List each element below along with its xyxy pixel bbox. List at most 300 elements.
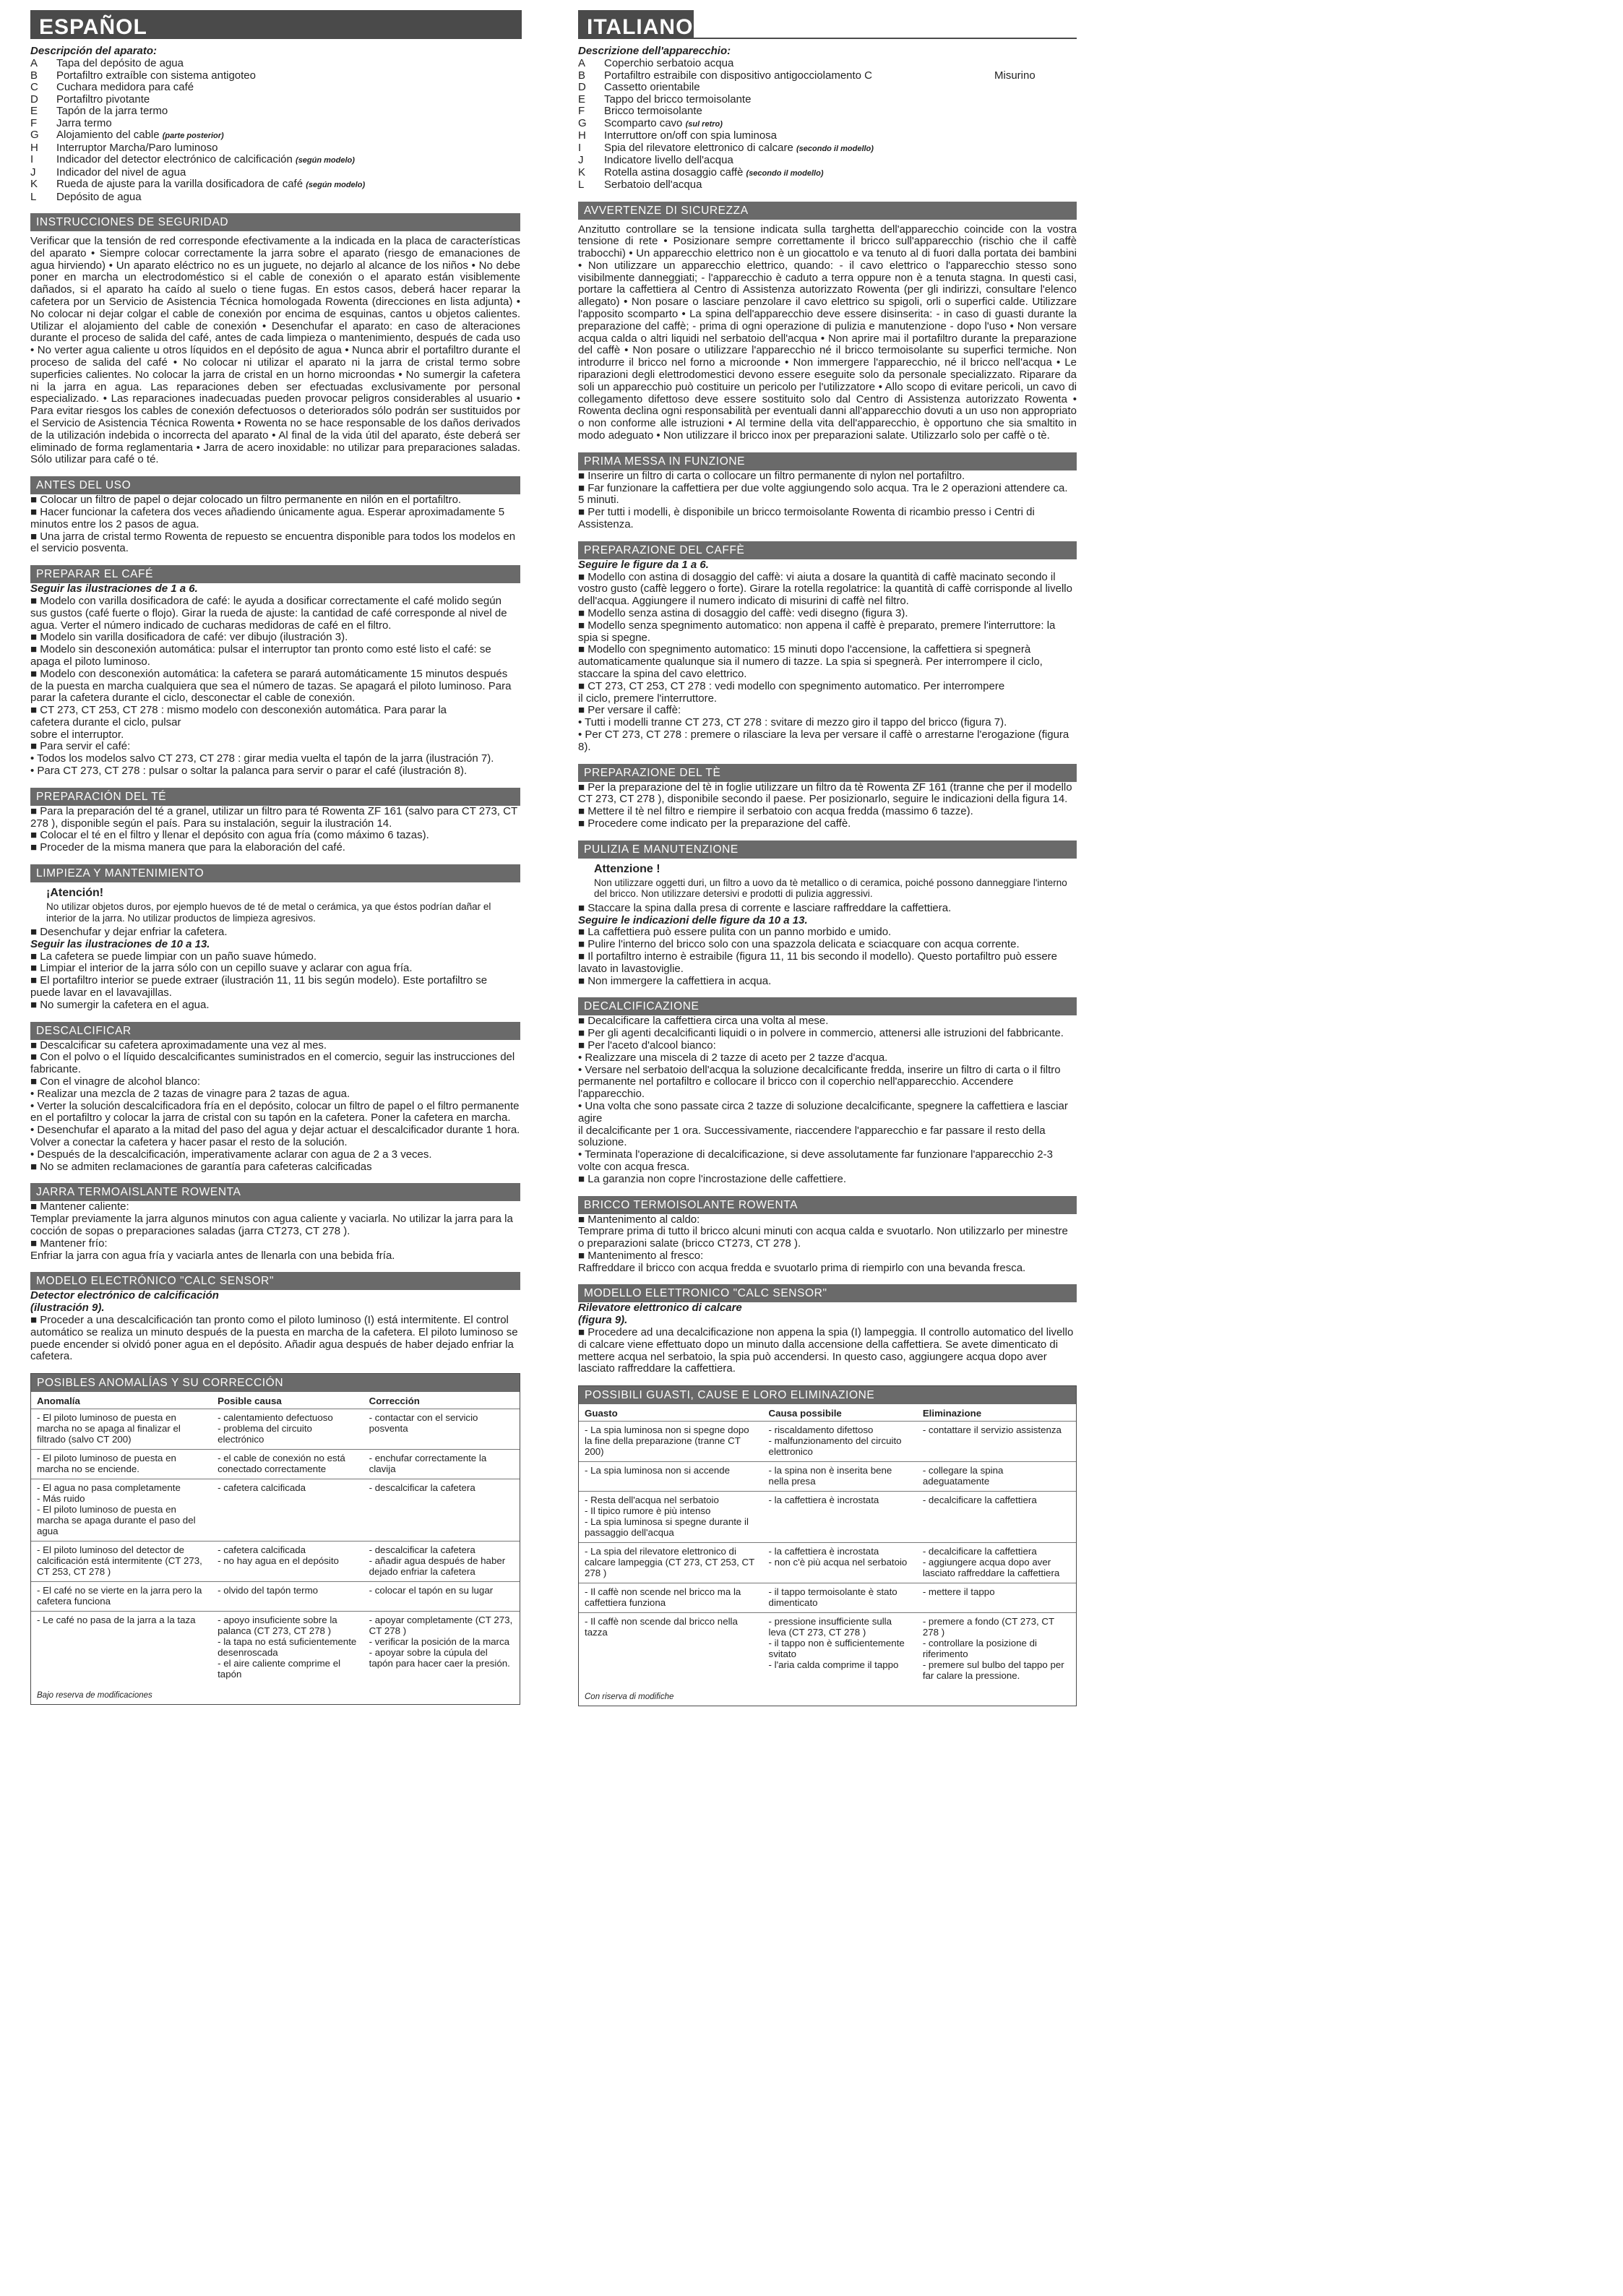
part-letter: A xyxy=(578,57,586,69)
cell-line: - el cable de conexión no está conectado correctamente xyxy=(218,1453,345,1475)
part-note: (según modelo) xyxy=(306,181,366,189)
before-use-line: ■ Hacer funcionar la cafetera dos veces añadiendo únicamente agua. Esperar aproximadamente 5 minutos entre los 2 pasos de agua. xyxy=(30,505,505,530)
safety-section-header: AVVERTENZE DI SICUREZZA xyxy=(578,202,1077,220)
cell-line: - il tappo non è sufficientemente svitato xyxy=(768,1638,905,1660)
safety-text: Anzitutto controllare se la tensione indicata sulla targhetta dell'apparecchio coincide con la vostra tensione di rete • Posizionare sempre correttamente il bricco sull'apparecchio (rischio che il caffè trabocchi) • Un apparecchio elettrico non è un giocattolo e va tenuto al di fuori dalla portata dei bambini • Non utilizzare un apparecchio elettrico, quando: - il cavo elettrico o l'apparecchio stesso sono visibilmente danneggiati; - l'apparecchio è caduto a terra oppure non è a tenuta stagna. In questi casi, portare la caffettiera al Centro di Assistenza autorizzato Rowenta (per gli indirizzi, consultare l'elenco allegato) • Non posare o lasciare penzolare il cavo elettrico su spigoli, orli o superfici calde. Utilizzare l'apposito scomparto • La spina dell'apparecchio deve essere disinserita: - in caso di guasti durante la preparazione del caffè; - prima di ogni operazione di pulizia e manutenzione - dopo l'uso • Non versare acqua calda o altri liquidi nel serbatoio dell'acqua • Non aprire mai il portafiltro durante la preparazione del caffè • Non posare o utilizzare l'apparecchio né il bricco termoisolante su superfici termiche. Non introdurre il bricco nel forno a microonde • Non immergere l'apparecchio, né il bricco nell'acqua • Le riparazioni degli elettrodomestici devono essere eseguite solo da personale specializzato. Riparare da soli un apparecchio può costituire un pericolo per l'utilizzatore • Allo scopo di evitare pericoli, un cavo di collegamento difettoso deve essere sostituito solo dal Centro di Assistenza autorizzato Rowenta • Rowenta declina ogni responsabilità per eventuali danni all'apparecchio dovuti a un uso non appropriato o non conforme alle istruzioni • Al termine della vita dell'apparecchio, è opportuno che sia smaltito in modo adeguato • Non utilizzare il bricco inox per preparazioni salate. Utilizzarlo solo per caffè o tè. xyxy=(578,223,1077,442)
part-note: (sul retro) xyxy=(685,119,723,129)
calc-sensor-section-header: MODELLO ELETTRONICO "CALC SENSOR" xyxy=(578,1284,1077,1302)
troubleshooting-cell xyxy=(363,1409,520,1450)
part-text: Tapa del depósito de agua xyxy=(56,57,184,69)
part-text: Cuchara medidora para café xyxy=(56,81,194,93)
calc-sensor-line: (ilustración 9). xyxy=(30,1302,105,1315)
cleaning-line: Seguir las ilustraciones de 10 a 13. xyxy=(30,937,210,950)
part-text: Interruttore on/off con spia luminosa xyxy=(604,129,778,142)
parts-list xyxy=(578,58,1077,192)
troubleshooting-cell xyxy=(363,1542,520,1582)
thermo-jug-line: ■ Mantener frío: xyxy=(30,1237,108,1250)
tea-line: ■ Colocar el té en el filtro y llenar el depósito con agua fría (como máximo 6 tazas). xyxy=(30,829,429,842)
cell-line: - Más ruido xyxy=(37,1493,85,1505)
cell-line: - El piloto luminoso de puesta en marcha no se apaga al finalizar el filtrado (salvo CT 200) xyxy=(37,1412,181,1445)
attention-title: ¡Atención! xyxy=(46,887,104,900)
part-letter: E xyxy=(30,105,38,117)
before-use-line: ■ Far funzionare la caffettiera per due volte aggiungendo solo acqua. Tra le 2 operazioni attendere ca. 5 minuti. xyxy=(578,481,1068,507)
troubleshooting-cell xyxy=(363,1450,520,1479)
tea-line: ■ Procedere come indicato per la preparazione del caffè. xyxy=(578,817,851,830)
cell-line: - decalcificare la caffettiera xyxy=(922,1495,1037,1506)
modifications-note: Bajo reserva de modificaciones xyxy=(37,1691,152,1700)
cell-line: - no hay agua en el depósito xyxy=(218,1555,339,1567)
before-use-line: ■ Colocar un filtro de papel o dejar colocado un filtro permanente en nilón en el portafiltro. xyxy=(30,494,462,507)
cell-line: - Resta dell'acqua nel serbatoio xyxy=(585,1495,719,1506)
part-letter: J xyxy=(578,154,584,166)
attention-text: Non utilizzare oggetti duri, un filtro a uovo da tè metallico o di ceramica, poiché possono danneggiare l'interno del bricco. Non utilizzare detersivi e prodotti di pulizia aggressivi. xyxy=(594,877,1067,900)
attention-text: No utilizar objetos duros, por ejemplo huevos de té de metal o cerámica, ya que éstos podrían dañar el interior de la jarra. No utilizar productos de limpieza agresivos. xyxy=(46,901,491,924)
cell-line: - riscaldamento difettoso xyxy=(768,1424,874,1436)
descale-line: ■ No se admiten reclamaciones de garantía para cafeteras calcificadas xyxy=(30,1160,372,1173)
descale-line: ■ Con el vinagre de alcohol blanco: xyxy=(30,1075,201,1088)
thermo-jug-line: ■ Mantener caliente: xyxy=(30,1200,129,1213)
part-letter: F xyxy=(578,105,585,117)
attention-box xyxy=(30,882,520,926)
cell-line: - Il tipico rumore è più intenso xyxy=(585,1505,711,1517)
troubleshooting-cell xyxy=(31,1479,212,1542)
troubleshooting-head-row xyxy=(31,1392,520,1409)
prepare-coffee-line: ■ Modelo sin desconexión automática: pulsar el interruptor tan pronto como esté listo el café: se apaga el piloto luminoso. xyxy=(30,643,491,668)
cell-line: - verificar la posición de la marca xyxy=(369,1636,510,1648)
thermo-jug-section-header: BRICCO TERMOISOLANTE ROWENTA xyxy=(578,1196,1077,1214)
prepare-intro: Seguire le figure da 1 a 6. xyxy=(578,558,709,571)
prepare-coffee-section-header: PREPARAZIONE DEL CAFFÈ xyxy=(578,541,1077,559)
troubleshooting-cell xyxy=(579,1462,763,1492)
prepare-coffee-line: ■ Modello con spegnimento automatico: 15 minuti dopo l'accensione, la caffettiera si spegnerà automaticamente qualunque sia il numero di tazze. La spia si spegnerà. Per interrompere il ciclo, staccare la spina del cavo elettrico. xyxy=(578,643,1043,680)
descale-line: • Versare nel serbatoio dell'acqua la soluzione decalcificante fredda, inserire un filtro di carta o il filtro permanente nel portafiltro e collocare il bricco con il coperchio nell'apparecchio. Accendere l'apparecchio. xyxy=(578,1063,1061,1101)
cleaning-section-header: PULIZIA E MANUTENZIONE xyxy=(578,840,1077,859)
part-letter: C xyxy=(30,81,38,93)
part-item xyxy=(578,70,1077,82)
cell-line: - El piloto luminoso del detector de calcificación está intermitente (CT 273, CT 253, CT 278 ) xyxy=(37,1544,202,1578)
troubleshooting-cell xyxy=(31,1450,212,1479)
before-use-line: ■ Una jarra de cristal termo Rowenta de repuesto se encuentra disponible para todos los modelos en el servicio posventa. xyxy=(30,530,516,555)
cell-line: - La spia luminosa non si accende xyxy=(585,1465,731,1476)
part-text: Depósito de agua xyxy=(56,190,142,203)
troubleshooting-cell xyxy=(579,1583,763,1613)
part-item xyxy=(30,167,520,179)
thermo-jug-section-header: JARRA TERMOAISLANTE ROWENTA xyxy=(30,1183,520,1201)
part-item xyxy=(30,129,520,142)
before-use-line: ■ Inserire un filtro di carta o collocare un filtro permanente di nylon nel portafiltro. xyxy=(578,469,965,482)
part-item xyxy=(30,82,520,94)
part-item xyxy=(578,82,1077,94)
column-header: Causa possibile xyxy=(768,1408,842,1419)
prepare-coffee-line: cafetera durante el ciclo, pulsar xyxy=(30,715,181,728)
part-text: Scomparto cavo xyxy=(604,116,683,129)
cleaning-line: ■ Non immergere la caffettiera in acqua. xyxy=(578,974,772,987)
part-letter: H xyxy=(30,141,38,154)
descale-section-header: DESCALCIFICAR xyxy=(30,1022,520,1040)
part-text: Tapón de la jarra termo xyxy=(56,105,168,117)
descale-line: • Una volta che sono passate circa 2 tazze di soluzione decalcificante, spegnere la caffettiera e lasciar agire xyxy=(578,1099,1068,1125)
cell-line: - El piloto luminoso de puesta en marcha se apaga durante el paso del agua xyxy=(37,1504,196,1537)
part-letter: K xyxy=(578,165,586,179)
troubleshooting-header: POSSIBILI GUASTI, CAUSE E LORO ELIMINAZIONE xyxy=(579,1386,1076,1404)
descale-line: il decalcificante per 1 ora. Successivamente, riaccendere l'apparecchio e far passare il resto della soluzione. xyxy=(578,1124,1046,1149)
part-item xyxy=(30,106,520,118)
part-letter: L xyxy=(30,190,37,203)
troubleshooting-cell xyxy=(579,1543,763,1583)
descale-line: • Después de la descalcificación, imperativamente aclarar con agua de 2 a 3 veces. xyxy=(30,1148,432,1161)
cell-line: - decalcificare la caffettiera xyxy=(922,1546,1037,1557)
prepare-coffee-line: • Tutti i modelli tranne CT 273, CT 278 : svitare di mezzo giro il tappo del bricco (figura 7). xyxy=(578,716,1007,729)
descale-line: • Realizzare una miscela di 2 tazze di aceto per 2 tazze d'acqua. xyxy=(578,1051,888,1064)
prepare-coffee-line: ■ Modelo con varilla dosificadora de café: le ayuda a dosificar correctamente el café molido según sus gustos (café fuerte o flojo). Girar la rueda de ajuste: la cantidad de café corresponde al nivel de agua. Verter el número indicado de cucharas medidoras de café en el filtro. xyxy=(30,594,507,632)
troubleshooting-table xyxy=(578,1385,1077,1706)
calc-sensor-line: Rilevatore elettronico di calcare xyxy=(578,1302,742,1315)
cell-line: - il tappo termoisolante è stato dimenticato xyxy=(768,1586,897,1609)
part-letter: G xyxy=(578,116,587,129)
cell-line: - La spia luminosa si spegne durante il passaggio dell'acqua xyxy=(585,1516,749,1539)
troubleshooting-cell xyxy=(917,1613,1076,1686)
part-text: Bricco termoisolante xyxy=(604,105,702,117)
part-letter: B xyxy=(578,69,586,82)
cleaning-line: ■ Il portafiltro interno è estraibile (figura 11, 11 bis secondo il modello). Questo portafiltro può essere lavato in lavastoviglie. xyxy=(578,950,1058,975)
cell-line: - la spina non è inserita bene nella presa xyxy=(768,1465,892,1487)
calc-sensor-line: ■ Proceder a una descalcificación tan pronto como el piloto luminoso (I) está intermitente. El control automático se realiza un minuto después de la puesta en marcha de la cafetera. El piloto luminoso se puede encender si olvidó poner agua en el depósito. Añadir agua después de haber dejado enfriar la cafetera. xyxy=(30,1313,518,1363)
part-item xyxy=(578,106,1077,118)
descale-section-header: DECALCIFICAZIONE xyxy=(578,997,1077,1015)
part-item xyxy=(578,167,1077,180)
description-title: Descrizione dell'apparecchio: xyxy=(578,45,731,57)
troubleshooting-grid xyxy=(31,1392,520,1684)
description-title: Descripción del aparato: xyxy=(30,45,158,57)
troubleshooting-row xyxy=(579,1422,1076,1462)
descale-line: ■ La garanzia non copre l'incrostazione delle caffettiere. xyxy=(578,1172,847,1185)
troubleshooting-cell xyxy=(763,1422,917,1462)
cleaning-line: ■ No sumergir la cafetera en el agua. xyxy=(30,998,210,1011)
calc-sensor-line: (figura 9). xyxy=(578,1314,628,1327)
descale-line: • Verter la solución descalcificadora fría en el depósito, colocar un filtro de papel o el filtro permanente en el portafiltro y colocar la jarra de cristal con su tapón en la cafetera. Poner la cafetera en marcha. xyxy=(30,1099,520,1125)
troubleshooting-cell xyxy=(363,1479,520,1542)
troubleshooting-cell xyxy=(31,1542,212,1582)
part-item xyxy=(578,130,1077,142)
tea-section-header: PREPARACIÓN DEL TÉ xyxy=(30,788,520,806)
parts-list xyxy=(30,58,520,203)
tea-line: ■ Para la preparación del té a granel, utilizar un filtro para té Rowenta ZF 161 (salvo para CT 273, CT 278 ), disponible según el país. Para su instalación, seguir la ilustración 14. xyxy=(30,804,517,830)
cell-line: - apoyo insuficiente sobre la palanca (CT 273, CT 278 ) xyxy=(218,1614,337,1637)
prepare-coffee-line: ■ CT 273, CT 253, CT 278 : vedi modello con spegnimento automatico. Per interrompere xyxy=(578,679,1005,692)
troubleshooting-header: POSIBLES ANOMALÍAS Y SU CORRECCIÓN xyxy=(31,1374,520,1392)
troubleshooting-row xyxy=(579,1613,1076,1686)
cell-line: - calentamiento defectuoso xyxy=(218,1412,333,1424)
troubleshooting-cell xyxy=(31,1582,212,1612)
cell-line: - contattare il servizio assistenza xyxy=(922,1424,1062,1436)
part-text: Coperchio serbatoio acqua xyxy=(604,57,734,69)
troubleshooting-row xyxy=(579,1492,1076,1543)
part-item xyxy=(30,58,520,70)
part-letter: D xyxy=(578,81,586,93)
cell-line: - premere a fondo (CT 273, CT 278 ) xyxy=(922,1616,1054,1638)
cleaning-line: ■ Pulire l'interno del bricco solo con una spazzola delicata e sciacquare con acqua corrente. xyxy=(578,938,1020,951)
column-header: Posible causa xyxy=(218,1396,282,1407)
part-extra: Misurino xyxy=(994,69,1036,82)
cleaning-section-header: LIMPIEZA Y MANTENIMIENTO xyxy=(30,864,520,882)
troubleshooting-cell xyxy=(917,1422,1076,1462)
troubleshooting-cell xyxy=(363,1582,520,1612)
part-text: Jarra termo xyxy=(56,116,112,129)
tea-line: ■ Proceder de la misma manera que para la elaboración del café. xyxy=(30,841,345,854)
cell-line: - collegare la spina adeguatamente xyxy=(922,1465,1004,1487)
troubleshooting-cell xyxy=(212,1479,363,1542)
troubleshooting-grid xyxy=(579,1404,1076,1685)
part-letter: B xyxy=(30,69,38,82)
troubleshooting-cell xyxy=(763,1492,917,1543)
prepare-coffee-line: sobre el interruptor. xyxy=(30,728,124,741)
part-item xyxy=(30,142,520,155)
part-item xyxy=(30,154,520,167)
troubleshooting-cell xyxy=(917,1492,1076,1543)
prepare-coffee-line: ■ CT 273, CT 253, CT 278 : mismo modelo con desconexión automática. Para parar la xyxy=(30,704,447,717)
calc-sensor-section-header: MODELO ELECTRÓNICO "CALC SENSOR" xyxy=(30,1272,520,1290)
tea-section-header: PREPARAZIONE DEL TÈ xyxy=(578,764,1077,782)
language-header: ESPAÑOL xyxy=(30,10,522,39)
part-item xyxy=(578,94,1077,106)
troubleshooting-cell xyxy=(763,1613,917,1686)
part-item xyxy=(30,70,520,82)
part-letter: H xyxy=(578,129,586,142)
part-letter: I xyxy=(578,141,582,154)
cell-line: - colocar el tapón en su lugar xyxy=(369,1585,494,1596)
descale-line: • Realizar una mezcla de 2 tazas de vinagre para 2 tazas de agua. xyxy=(30,1087,350,1100)
modifications-note: Con riserva di modifiche xyxy=(585,1693,674,1702)
cell-line: - controllare la posizione di riferimento xyxy=(922,1638,1037,1660)
attention-box xyxy=(578,859,1077,903)
cell-line: - olvido del tapón termo xyxy=(218,1585,319,1596)
descale-line: ■ Decalcificare la caffettiera circa una volta al mese. xyxy=(578,1015,829,1028)
attention-title: Attenzione ! xyxy=(594,862,660,875)
part-text: Indicatore livello dell'acqua xyxy=(604,154,733,166)
part-letter: A xyxy=(30,57,38,69)
tea-line: ■ Mettere il tè nel filtro e riempire il serbatoio con acqua fredda (massimo 6 tazze). xyxy=(578,805,973,818)
part-text: Portafiltro estraibile con dispositivo antigocciolamento C xyxy=(604,69,873,82)
descale-line: ■ Per l'aceto d'alcool bianco: xyxy=(578,1039,716,1052)
thermo-jug-line: Enfriar la jarra con agua fría y vaciarla antes de llenarla con una bebida fría. xyxy=(30,1249,395,1262)
troubleshooting-cell xyxy=(212,1542,363,1582)
cell-line: - problema del circuito electrónico xyxy=(218,1423,312,1445)
part-letter: F xyxy=(30,116,38,129)
prepare-coffee-line: ■ Modello con astina di dosaggio del caffè: vi aiuta a dosare la quantità di caffè macinato secondo il vostro gusto (caffè leggero o forte). Girare la rotella regolatrice: la quantità di caffè corrisponde al livello dell'acqua. Aggiungere il numero indicato di misurini di caffè nel filtro. xyxy=(578,570,1072,608)
troubleshooting-cell xyxy=(917,1462,1076,1492)
prepare-coffee-line: • Per CT 273, CT 278 : premere o rilasciare la leva per versare il caffè o arrestarne l'erogazione (figura 8). xyxy=(578,728,1069,753)
part-letter: K xyxy=(30,178,38,190)
troubleshooting-cell xyxy=(917,1583,1076,1613)
cleaning-line: Seguire le indicazioni delle figure da 10 a 13. xyxy=(578,913,808,926)
part-letter: E xyxy=(578,93,586,106)
cell-line: - la tapa no está suficientemente desenroscada xyxy=(218,1636,357,1659)
cell-line: - Il caffè non scende dal bricco nella tazza xyxy=(585,1616,738,1638)
tea-line: ■ Per la preparazione del tè in foglie utilizzare un filtro da tè Rowenta ZF 161 (tranne che per il modello CT 273, CT 278 ), disponibile secondo il paese. Per posizionarlo, seguire le indicazioni della figura 14. xyxy=(578,781,1072,806)
cell-line: - la caffettiera è incrostata xyxy=(768,1546,879,1557)
cleaning-line: ■ Limpiar el interior de la jarra sólo con un cepillo suave y aclarar con agua fría. xyxy=(30,962,413,975)
part-letter: G xyxy=(30,129,39,141)
part-item xyxy=(30,94,520,106)
troubleshooting-cell xyxy=(579,1613,763,1686)
descale-line: ■ Descalcificar su cafetera aproximadamente una vez al mes. xyxy=(30,1039,327,1052)
column-header: Eliminazione xyxy=(922,1408,982,1419)
cell-line: - La spia del rilevatore elettronico di calcare lampeggia (CT 273, CT 253, CT 278 ) xyxy=(585,1546,755,1579)
troubleshooting-cell xyxy=(579,1422,763,1462)
part-item xyxy=(578,118,1077,131)
language-header: ITALIANO xyxy=(578,10,694,39)
part-text: Rueda de ajuste para la varilla dosificadora de café xyxy=(56,178,303,190)
part-note: (secondo il modello) xyxy=(746,168,824,178)
descale-line: • Desenchufar el aparato a la mitad del paso del agua y dejar actuar el descalcificador durante 1 hora. Volver a conectar la cafetera y hacer pasar el resto de la solución. xyxy=(30,1124,520,1149)
cleaning-line: ■ Staccare la spina dalla presa di corrente e lasciare raffreddare la caffettiera. xyxy=(578,901,952,914)
cell-line: - Il caffè non scende nel bricco ma la caffettiera funziona xyxy=(585,1586,741,1609)
part-text: Portafiltro extraíble con sistema antigoteo xyxy=(56,69,256,82)
part-text: Tappo del bricco termoisolante xyxy=(604,93,752,106)
cleaning-line: ■ Desenchufar y dejar enfriar la cafetera. xyxy=(30,926,228,939)
cell-line: - El café no se vierte en la jarra pero la cafetera funciona xyxy=(37,1585,202,1607)
cell-line: - descalcificar la cafetera xyxy=(369,1544,475,1556)
column-header: Anomalía xyxy=(37,1396,80,1407)
troubleshooting-cell xyxy=(212,1450,363,1479)
part-text: Indicador del nivel de agua xyxy=(56,165,186,179)
troubleshooting-row xyxy=(31,1409,520,1450)
part-letter: J xyxy=(30,165,36,179)
cell-line: - Le café no pasa de la jarra a la taza xyxy=(37,1614,196,1626)
troubleshooting-table xyxy=(30,1373,520,1705)
italian-column xyxy=(578,10,1077,1706)
cell-line: - La spia luminosa non si spegne dopo la fine della preparazione (tranne CT 200) xyxy=(585,1424,749,1458)
part-note: (parte posterior) xyxy=(162,132,224,140)
thermo-jug-line: ■ Mantenimento al fresco: xyxy=(578,1249,704,1262)
spanish-column xyxy=(30,10,520,1705)
part-text: Alojamiento del cable xyxy=(56,129,160,141)
part-item xyxy=(578,155,1077,167)
safety-text: Verificar que la tensión de red corresponde efectivamente a la indicada en la placa de características del aparato • Siempre colocar correctamente la jarra sobre el aparato (riesgo de emanaciones de agua hirviendo) • Un aparato eléctrico no es un juguete, no dejarlo al alcance de los niños • No debe poner en marcha un electrodoméstico si el cable de conexión o el aparato están visiblemente dañados, si el aparato ha caído al suelo o tiene fugas. En estos casos, deberá hacer reparar la cafetera por un Servicio de Asistencia Técnica homologada Rowenta (direcciones en lista adjunta) • No colocar ni dejar colgar el cable de conexión por encima de esquinas, cantos u objetos calientes. Utilizar el alojamiento del cable de conexión • Desenchufar el aparato: en caso de alteraciones durante el proceso de salida del café, antes de cada limpieza o mantenimiento, después de cada uso • No verter agua caliente u otros líquidos en el depósito de agua • Nunca abrir el portafiltro durante el proceso de salida del café • No colocar ni utilizar el aparato ni la jarra de cristal termo sobre superficies calientes. No colocar la jarra de cristal en un horno microondas • No sumergir la cafetera ni la jarra en agua. Las reparaciones deben ser efectuadas exclusivamente por personal especializado. • Las reparaciones inadecuadas pueden provocar peligros considerables al usuario • Para evitar riesgos los cables de conexión defectuosos o deteriorados sólo podrán ser sustituidos por el Servicio de Asistencia Técnica Rowenta • Rowenta no se hace responsable de los daños derivados de la utilización indebida o incorrecta del aparato • Al final de la vida útil del aparato, éste deberá ser eliminado de forma reglamentaria • Jarra de acero inoxidable: no utilizar para preparaciones saladas. Sólo utilizar para café o té. xyxy=(30,235,520,466)
part-letter: D xyxy=(30,93,38,106)
troubleshooting-row xyxy=(31,1450,520,1479)
descale-line: ■ Per gli agenti decalcificanti liquidi o in polvere in commercio, attenersi alle istruzioni del fabbricante. xyxy=(578,1027,1064,1040)
before-use-section-header: PRIMA MESSA IN FUNZIONE xyxy=(578,452,1077,470)
part-note: (secondo il modello) xyxy=(796,144,874,153)
part-item xyxy=(578,179,1077,192)
cell-line: - apoyar completamente (CT 273, CT 278 ) xyxy=(369,1614,513,1637)
troubleshooting-row xyxy=(31,1542,520,1582)
cleaning-line: ■ La caffettiera può essere pulita con un panno morbido e umido. xyxy=(578,926,892,939)
prepare-coffee-section-header: PREPARAR EL CAFÉ xyxy=(30,565,520,583)
cell-line: - pressione insufficiente sulla leva (CT 273, CT 278 ) xyxy=(768,1616,892,1638)
troubleshooting-cell xyxy=(763,1583,917,1613)
cell-line: - malfunzionamento del circuito elettronico xyxy=(768,1435,902,1458)
cell-line: - El piloto luminoso de puesta en marcha no se enciende. xyxy=(37,1453,176,1475)
part-text: Rotella astina dosaggio caffè xyxy=(604,165,744,179)
cleaning-line: ■ El portafiltro interior se puede extraer (ilustración 11, 11 bis según modelo). Este portafiltro se puede lavar en el lavavajillas. xyxy=(30,974,488,999)
safety-section-header: INSTRUCCIONES DE SEGURIDAD xyxy=(30,213,520,231)
cleaning-line: ■ La cafetera se puede limpiar con un paño suave húmedo. xyxy=(30,950,317,963)
part-text: Cassetto orientabile xyxy=(604,81,700,93)
part-item xyxy=(578,142,1077,155)
descale-line: ■ Con el polvo o el líquido descalcificantes suministrados en el comercio, seguir las instrucciones del fabricante. xyxy=(30,1051,515,1076)
calc-sensor-line: Detector electrónico de calcificación xyxy=(30,1289,219,1302)
cell-line: - apoyar sobre la cúpula del tapón para hacer caer la presión. xyxy=(369,1647,510,1669)
cell-line: - mettere il tappo xyxy=(922,1586,995,1598)
before-use-line: ■ Per tutti i modelli, è disponibile un bricco termoisolante Rowenta di ricambio presso i Centri di Assistenza. xyxy=(578,506,1035,531)
troubleshooting-row xyxy=(579,1462,1076,1492)
part-item xyxy=(30,179,520,192)
cell-line: - la caffettiera è incrostata xyxy=(768,1495,879,1506)
part-text: Serbatoio dell'acqua xyxy=(604,179,702,191)
part-text: Spia del rilevatore elettronico di calcare xyxy=(604,141,793,154)
part-note: (según modelo) xyxy=(296,156,355,165)
prepare-coffee-line: • Para CT 273, CT 278 : pulsar o soltar la palanca para servir o parar el café (ilustración 8). xyxy=(30,765,468,778)
prepare-coffee-line: ■ Modelo con desconexión automática: la cafetera se parará automáticamente 15 minutos después de la puesta en marcha cualquiera que sea el número de tazas. Se apagará el piloto luminoso. Para parar la cafetera durante el ciclo, desconectar el cable de conexión. xyxy=(30,667,512,705)
part-text: Interruptor Marcha/Paro luminoso xyxy=(56,141,218,154)
troubleshooting-cell xyxy=(763,1462,917,1492)
troubleshooting-cell xyxy=(917,1543,1076,1583)
part-item xyxy=(30,192,520,204)
cell-line: - el aire caliente comprime el tapón xyxy=(218,1658,341,1680)
troubleshooting-row xyxy=(579,1543,1076,1583)
cell-line: - descalcificar la cafetera xyxy=(369,1482,475,1494)
troubleshooting-row xyxy=(31,1479,520,1542)
descale-line: • Terminata l'operazione di decalcificazione, si deve assolutamente far funzionare l'apparecchio 2-3 volte con acqua fresca. xyxy=(578,1148,1053,1173)
troubleshooting-cell xyxy=(31,1612,212,1685)
cell-line: - non c'è più acqua nel serbatoio xyxy=(768,1557,908,1568)
prepare-coffee-line: ■ Para servir el café: xyxy=(30,740,131,753)
cell-line: - cafetera calcificada xyxy=(218,1544,306,1556)
troubleshooting-cell xyxy=(31,1409,212,1450)
prepare-coffee-line: ■ Per versare il caffè: xyxy=(578,704,681,717)
cell-line: - aggiungere acqua dopo aver lasciato raffreddare la caffettiera xyxy=(922,1557,1060,1579)
cell-line: - El agua no pasa completamente xyxy=(37,1482,181,1494)
cell-line: - añadir agua después de haber dejado enfriar la cafetera xyxy=(369,1555,506,1578)
part-item xyxy=(30,118,520,130)
troubleshooting-head-row xyxy=(579,1404,1076,1422)
troubleshooting-row xyxy=(31,1612,520,1685)
cell-line: - l'aria calda comprime il tappo xyxy=(768,1659,899,1671)
thermo-jug-line: Templar previamente la jarra algunos minutos con agua caliente y vaciarla. No utilizar la jarra para la cocción de sopas o preparaciones saladas (jarra CT273, CT 278 ). xyxy=(30,1213,513,1237)
troubleshooting-row xyxy=(579,1583,1076,1613)
cell-line: - contactar con el servicio posventa xyxy=(369,1412,478,1435)
troubleshooting-cell xyxy=(363,1612,520,1685)
troubleshooting-cell xyxy=(212,1409,363,1450)
part-item xyxy=(578,58,1077,70)
troubleshooting-cell xyxy=(579,1492,763,1543)
cell-line: - premere sul bulbo del tappo per far calare la pressione. xyxy=(922,1659,1064,1682)
column-header: Guasto xyxy=(585,1408,618,1419)
calc-sensor-line: ■ Procedere ad una decalcificazione non appena la spia (I) lampeggia. Il controllo automatico del livello di calcare viene effettuato dopo un minuto dalla accensione della caffettiera. Se avete dimenticato di mettere acqua nel serbatoio, la spia può accendersi. In questo caso, aggiungere acqua dopo aver lasciato raffreddare la caffettiera. xyxy=(578,1326,1074,1375)
part-letter: I xyxy=(30,153,34,165)
prepare-coffee-line: ■ Modelo sin varilla dosificadora de café: ver dibujo (ilustración 3). xyxy=(30,631,348,644)
thermo-jug-line: ■ Mantenimento al caldo: xyxy=(578,1213,700,1226)
troubleshooting-cell xyxy=(212,1612,363,1685)
prepare-intro: Seguir las ilustraciones de 1 a 6. xyxy=(30,582,198,596)
thermo-jug-line: Raffreddare il bricco con acqua fredda e svuotarlo prima di riempirlo con una bevanda fresca. xyxy=(578,1261,1026,1274)
part-text: Indicador del detector electrónico de calcificación xyxy=(56,153,293,165)
before-use-section-header: ANTES DEL USO xyxy=(30,476,520,494)
prepare-coffee-line: ■ Modello senza astina di dosaggio del caffè: vedi disegno (figura 3). xyxy=(578,607,908,620)
part-letter: L xyxy=(578,179,585,191)
troubleshooting-cell xyxy=(763,1543,917,1583)
prepare-coffee-line: ■ Modello senza spegnimento automatico: non appena il caffè è preparato, premere l'interruttore: la spia si spegne. xyxy=(578,619,1056,644)
troubleshooting-cell xyxy=(212,1582,363,1612)
cell-line: - cafetera calcificada xyxy=(218,1482,306,1494)
troubleshooting-row xyxy=(31,1582,520,1612)
column-header: Corrección xyxy=(369,1396,420,1407)
part-text: Portafiltro pivotante xyxy=(56,93,150,106)
cell-line: - enchufar correctamente la clavija xyxy=(369,1453,487,1475)
thermo-jug-line: Temprare prima di tutto il bricco alcuni minuti con acqua calda e svuotarlo. Non utilizzarlo per minestre o preparazioni salate (bricco CT273, CT 278 ). xyxy=(578,1225,1068,1250)
